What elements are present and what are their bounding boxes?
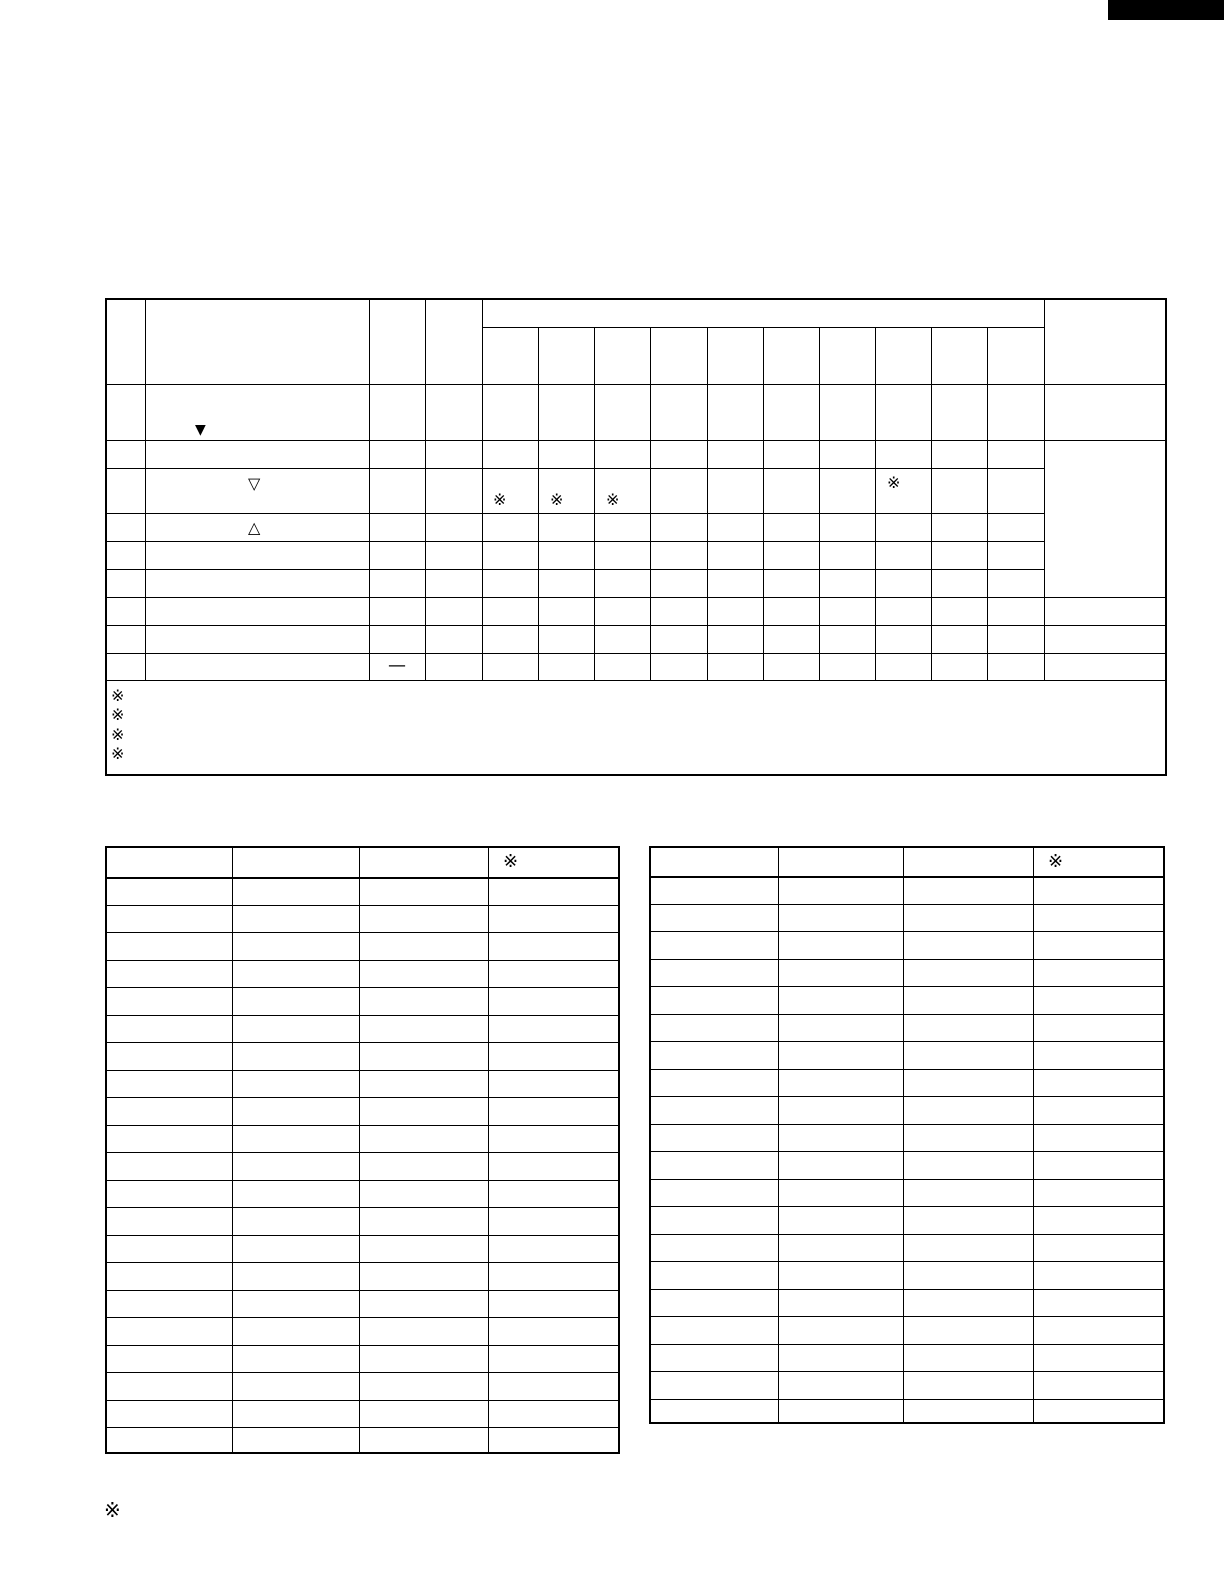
hollow-up-triangle-icon: △ [248,518,261,537]
table-divider [107,680,1165,681]
table-row [107,1262,618,1263]
table-row [107,960,618,961]
specification-table [105,298,1167,776]
note-mark-icon: ※ [111,725,125,744]
table-row [651,931,1163,932]
header-reference-mark-icon: ※ [1048,851,1064,872]
table-row [107,987,618,988]
table-row [651,1399,1163,1400]
table-divider [107,625,1165,626]
table-divider [425,300,426,681]
dash-mark: — [388,655,406,676]
header-divider [651,876,1163,878]
table-row [107,1015,618,1016]
table-divider [987,328,988,681]
table-row [107,1207,618,1208]
table-row [651,1234,1163,1235]
table-divider [778,848,779,1422]
table-divider [488,848,489,1452]
table-row [651,986,1163,987]
table-row [107,1042,618,1043]
table-divider [538,328,539,681]
table-divider [1044,300,1045,681]
table-divider [107,440,1165,441]
table-row [107,1345,618,1346]
table-row [651,1371,1163,1372]
table-row [107,905,618,906]
note-mark-icon: ※ [111,744,125,763]
table-divider [232,848,233,1452]
table-row [107,1125,618,1126]
table-divider [903,848,904,1422]
table-row [651,959,1163,960]
left-data-table [105,846,620,1454]
table-divider [369,300,370,681]
table-divider [107,513,1044,514]
table-row [107,1235,618,1236]
reference-mark-icon: ※ [550,490,564,509]
reference-mark-icon: ※ [606,490,620,509]
table-divider [763,328,764,681]
table-row [651,1344,1163,1345]
table-row [107,1152,618,1153]
table-divider [107,541,1044,542]
table-divider [107,597,1165,598]
footnote-reference-mark-icon: ※ [104,1498,121,1522]
hollow-down-triangle-icon: ▽ [248,474,261,493]
table-divider [107,468,1044,469]
table-row [651,1289,1163,1290]
table-row [107,932,618,933]
table-row [651,1014,1163,1015]
table-divider [819,328,820,681]
table-divider [145,300,146,681]
table-row [107,1290,618,1291]
note-mark-icon: ※ [111,705,125,724]
reference-mark-icon: ※ [493,490,507,509]
table-row [107,1317,618,1318]
table-row [107,1070,618,1071]
table-divider [707,328,708,681]
reference-mark-icon: ※ [887,473,901,492]
table-divider [931,328,932,681]
table-row [651,1124,1163,1125]
table-divider [1033,848,1034,1422]
table-divider [482,327,1044,328]
table-row [651,1316,1163,1317]
table-row [651,1069,1163,1070]
note-mark-icon: ※ [111,686,125,705]
table-divider [107,653,1165,654]
table-divider [594,328,595,681]
table-row [107,1097,618,1098]
filled-down-triangle-icon: ▼ [195,422,206,438]
page-number-tab [1108,0,1224,20]
table-divider [875,328,876,681]
table-row [651,1261,1163,1262]
table-divider [482,300,483,681]
header-divider [107,877,618,879]
table-row [651,1096,1163,1097]
table-row [651,1179,1163,1180]
table-row [107,1180,618,1181]
header-reference-mark-icon: ※ [503,851,519,872]
table-divider [650,328,651,681]
table-row [651,904,1163,905]
table-row [107,1372,618,1373]
table-row [651,1041,1163,1042]
table-row [651,1151,1163,1152]
table-row [651,1206,1163,1207]
table-divider [107,569,1044,570]
right-data-table [649,846,1165,1424]
table-row [107,1427,618,1428]
table-row [107,1400,618,1401]
table-divider [107,384,1165,385]
table-divider [359,848,360,1452]
